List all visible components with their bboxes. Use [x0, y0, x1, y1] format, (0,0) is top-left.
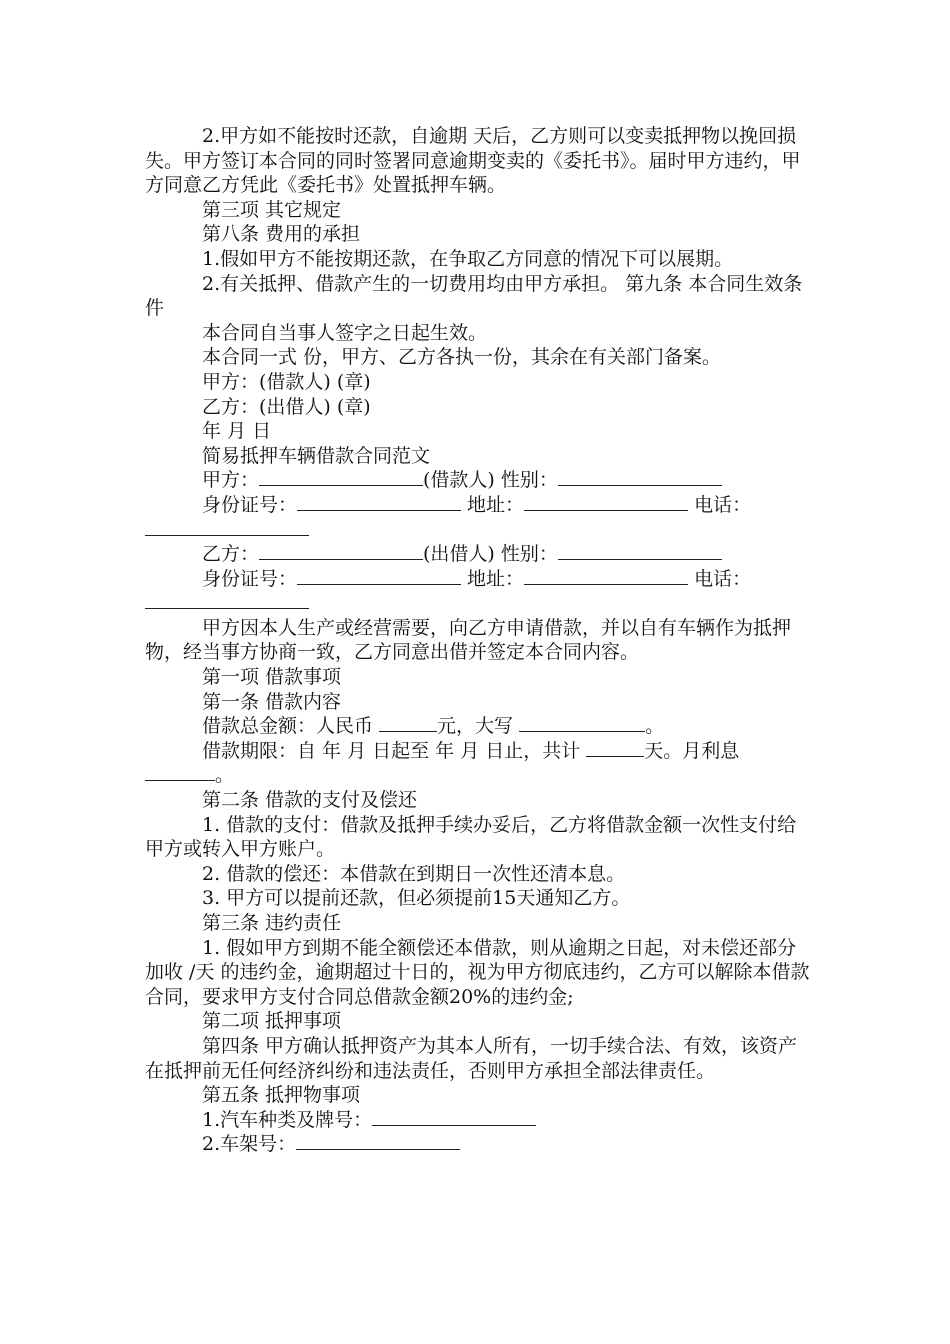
- loan-term-label: 借款期限：自 年 月 日起至 年 月 日止，共计: [202, 739, 587, 762]
- loan-days-blank: [586, 739, 644, 757]
- party-b-tel-line: [145, 591, 810, 616]
- party-a-line: [145, 468, 810, 493]
- paragraph-fees: 2.有关抵押、借款产生的一切费用均由甲方承担。 第九条 本合同生效条件: [145, 272, 803, 320]
- loan-amount-line: [145, 714, 810, 739]
- loan-term-end: 。: [215, 764, 235, 787]
- signature-party-b: 乙方：(出借人) (章): [202, 395, 371, 418]
- party-a-id-label: 身份证号：: [202, 493, 298, 516]
- party-b-tel-blank: [145, 591, 309, 609]
- party-a-tel-blank: [145, 518, 309, 536]
- party-b-name-blank: [259, 542, 423, 560]
- loan-amount-upper-label: 元，大写: [437, 715, 520, 738]
- paragraph-effective: 本合同自当事人签字之日起生效。: [202, 321, 488, 344]
- signature-date: 年 月 日: [202, 420, 272, 443]
- party-b-addr-label: 地址：: [461, 567, 525, 590]
- document-title: 简易抵押车辆借款合同范文: [202, 444, 431, 467]
- loan-amount-upper-blank: [519, 714, 645, 732]
- party-a-id-blank: [297, 493, 461, 511]
- party-a-label: 甲方：: [202, 469, 260, 492]
- heading-item-2: 第二项 抵押事项: [202, 1010, 342, 1033]
- frame-no-label: 2.车架号：: [202, 1133, 297, 1156]
- frame-no-blank: [296, 1132, 460, 1150]
- loan-term-line: [145, 739, 810, 788]
- paragraph-penalty: 1. 假如甲方到期不能全额偿还本借款，则从逾期之日起，对未偿还部分加收 /天 的违约金，逾期超过十日的，视为甲方彻底违约，乙方可以解除本借款合同，要求甲方支付合同总借款金额20%的违约金;: [145, 936, 810, 1008]
- loan-interest-blank: [145, 763, 215, 781]
- party-a-tel-line: [145, 518, 810, 543]
- party-a-id-line: [145, 493, 810, 518]
- party-b-line: [145, 542, 810, 567]
- party-a-gender-blank: [558, 468, 722, 486]
- party-a-name-blank: [259, 468, 423, 486]
- paragraph-payment: 1. 借款的支付：借款及抵押手续办妥后，乙方将借款金额一次性支付给甲方或转入甲方账户。: [145, 813, 797, 861]
- heading-item-1: 第一项 借款事项: [202, 666, 342, 689]
- party-a-addr-label: 地址：: [461, 493, 525, 516]
- frame-no-line: [145, 1132, 810, 1157]
- signature-party-a: 甲方：(借款人) (章): [202, 370, 371, 393]
- car-type-blank: [372, 1108, 536, 1126]
- party-a-tel-label: 电话：: [688, 493, 752, 516]
- loan-amount-end: 。: [645, 715, 665, 738]
- car-type-label: 1.汽车种类及牌号：: [202, 1108, 373, 1131]
- paragraph-purpose: 甲方因本人生产或经营需要，向乙方申请借款，并以自有车辆作为抵押物，经当事方协商一致，乙方同意出借并签定本合同内容。: [145, 616, 792, 664]
- heading-article-5: 第五条 抵押物事项: [202, 1084, 361, 1107]
- loan-amount-blank: [379, 714, 437, 732]
- party-b-addr-blank: [524, 567, 688, 585]
- paragraph-early-repayment: 3. 甲方可以提前还款，但必须提前15天通知乙方。: [202, 887, 631, 910]
- paragraph-default-sale: 2.甲方如不能按时还款，自逾期 天后，乙方则可以变卖抵押物以挽回损失。甲方签订本合同的同时签署同意逾期变卖的《委托书》。届时甲方违约，甲方同意乙方凭此《委托书》处置抵押车辆。: [145, 125, 801, 197]
- party-b-gender-blank: [558, 542, 722, 560]
- heading-article-1: 第一条 借款内容: [202, 690, 342, 713]
- party-b-role: (出借人) 性别：: [423, 543, 558, 566]
- party-b-label: 乙方：: [202, 543, 260, 566]
- party-a-role: (借款人) 性别：: [423, 469, 558, 492]
- party-b-id-blank: [297, 567, 461, 585]
- party-a-addr-blank: [524, 493, 688, 511]
- paragraph-article-4: 第四条 甲方确认抵押资产为其本人所有，一切手续合法、有效，该资产在抵押前无任何经济纠纷和违法责任，否则甲方承担全部法律责任。: [145, 1034, 798, 1082]
- heading-article-3: 第三条 违约责任: [202, 912, 342, 934]
- paragraph-copies: 本合同一式 份，甲方、乙方各执一份，其余在有关部门备案。: [202, 346, 722, 369]
- loan-interest-label: 天。月利息: [644, 739, 740, 762]
- loan-amount-label: 借款总金额：人民币: [202, 715, 380, 738]
- paragraph-extension: 1.假如甲方不能按期还款，在争取乙方同意的情况下可以展期。: [202, 247, 734, 270]
- heading-item-3: 第三项 其它规定: [202, 198, 342, 221]
- heading-article-8: 第八条 费用的承担: [202, 223, 361, 246]
- party-b-id-line: [145, 567, 810, 592]
- party-b-tel-label: 电话：: [688, 567, 752, 590]
- party-b-id-label: 身份证号：: [202, 567, 298, 590]
- heading-article-2: 第二条 借款的支付及偿还: [202, 789, 418, 812]
- paragraph-repayment: 2. 借款的偿还：本借款在到期日一次性还清本息。: [202, 862, 626, 885]
- car-type-line: [145, 1108, 810, 1133]
